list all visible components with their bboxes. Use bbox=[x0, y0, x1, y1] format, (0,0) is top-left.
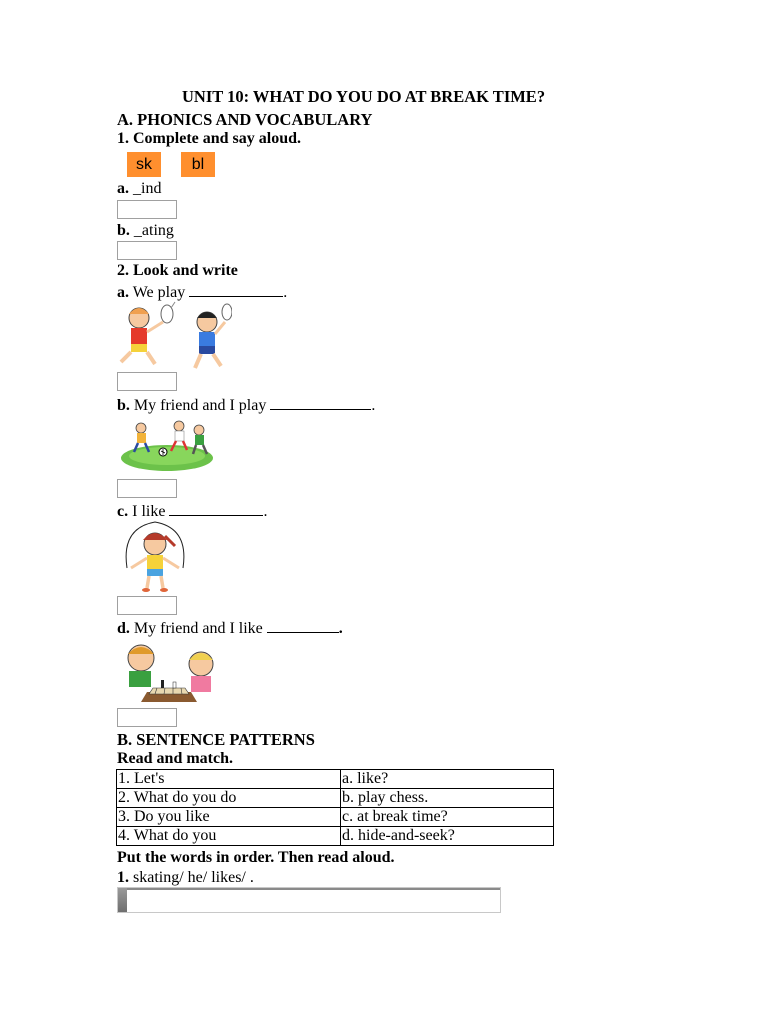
answer-field-grip bbox=[118, 888, 127, 912]
ex2-item-a bbox=[117, 282, 287, 302]
blank-line bbox=[270, 395, 371, 410]
match-heading: Read and match. bbox=[117, 750, 234, 767]
item-label: b. bbox=[117, 222, 130, 239]
answer-box-2a[interactable] bbox=[117, 372, 177, 391]
item-text: My friend and I like bbox=[133, 620, 263, 637]
exercise-1-heading: 1. Complete and say aloud. bbox=[117, 130, 302, 147]
match-left-cell[interactable]: 3. Do you like bbox=[117, 808, 341, 827]
football-picture bbox=[117, 418, 217, 474]
match-left-cell[interactable]: 4. What do you bbox=[117, 827, 341, 846]
item-text: _ating bbox=[133, 222, 174, 239]
answer-box-2c[interactable] bbox=[117, 596, 177, 615]
table-row bbox=[117, 827, 554, 846]
order-item-1 bbox=[117, 869, 254, 887]
table-row bbox=[117, 770, 554, 789]
tile-bl[interactable]: bl bbox=[181, 152, 215, 177]
section-a-heading: A. PHONICS AND VOCABULARY bbox=[117, 110, 373, 129]
answer-field-border bbox=[127, 888, 500, 890]
item-label: a. bbox=[117, 284, 129, 301]
item-text: _ind bbox=[133, 180, 162, 197]
order-heading: Put the words in order. Then read aloud. bbox=[117, 849, 395, 866]
match-table bbox=[116, 769, 554, 846]
skipping-picture bbox=[117, 518, 193, 594]
match-left-cell[interactable]: 1. Let's bbox=[117, 770, 341, 789]
item-end: . bbox=[283, 284, 288, 301]
ex2-item-b bbox=[117, 395, 375, 415]
item-label: a. bbox=[117, 180, 129, 197]
order-answer-field[interactable] bbox=[117, 887, 501, 913]
item-text: We play bbox=[132, 284, 186, 301]
answer-box-1b[interactable] bbox=[117, 241, 177, 260]
page-title: UNIT 10: WHAT DO YOU DO AT BREAK TIME? bbox=[182, 87, 546, 106]
answer-box-2d[interactable] bbox=[117, 708, 177, 727]
chess-picture bbox=[117, 640, 221, 704]
item-text: My friend and I play bbox=[133, 397, 267, 414]
section-b-heading: B. SENTENCE PATTERNS bbox=[117, 730, 315, 749]
match-right-cell[interactable]: a. like? bbox=[341, 770, 554, 789]
table-row bbox=[117, 808, 554, 827]
match-right-cell[interactable]: b. play chess. bbox=[341, 789, 554, 808]
item-text: I like bbox=[132, 503, 166, 520]
blank-line bbox=[267, 618, 339, 633]
item-end: . bbox=[371, 397, 376, 414]
answer-box-2b[interactable] bbox=[117, 479, 177, 498]
blank-line bbox=[189, 282, 283, 297]
item-end: . bbox=[338, 620, 343, 637]
item-text: skating/ he/ likes/ . bbox=[133, 869, 254, 886]
item-label: b. bbox=[117, 397, 130, 414]
tile-sk[interactable]: sk bbox=[127, 152, 161, 177]
ex2-item-d bbox=[117, 618, 343, 638]
match-left-cell[interactable]: 2. What do you do bbox=[117, 789, 341, 808]
badminton-picture bbox=[117, 300, 232, 372]
match-right-cell[interactable]: c. at break time? bbox=[341, 808, 554, 827]
ex1-item-a bbox=[117, 180, 161, 198]
item-end: . bbox=[263, 503, 268, 520]
exercise-2-heading: 2. Look and write bbox=[117, 262, 238, 279]
table-row bbox=[117, 789, 554, 808]
item-label: c. bbox=[117, 503, 129, 520]
blank-line bbox=[169, 501, 263, 516]
match-right-cell[interactable]: d. hide-and-seek? bbox=[341, 827, 554, 846]
item-label: d. bbox=[117, 620, 130, 637]
item-label: 1. bbox=[117, 869, 129, 886]
answer-box-1a[interactable] bbox=[117, 200, 177, 219]
ex1-item-b bbox=[117, 222, 174, 240]
